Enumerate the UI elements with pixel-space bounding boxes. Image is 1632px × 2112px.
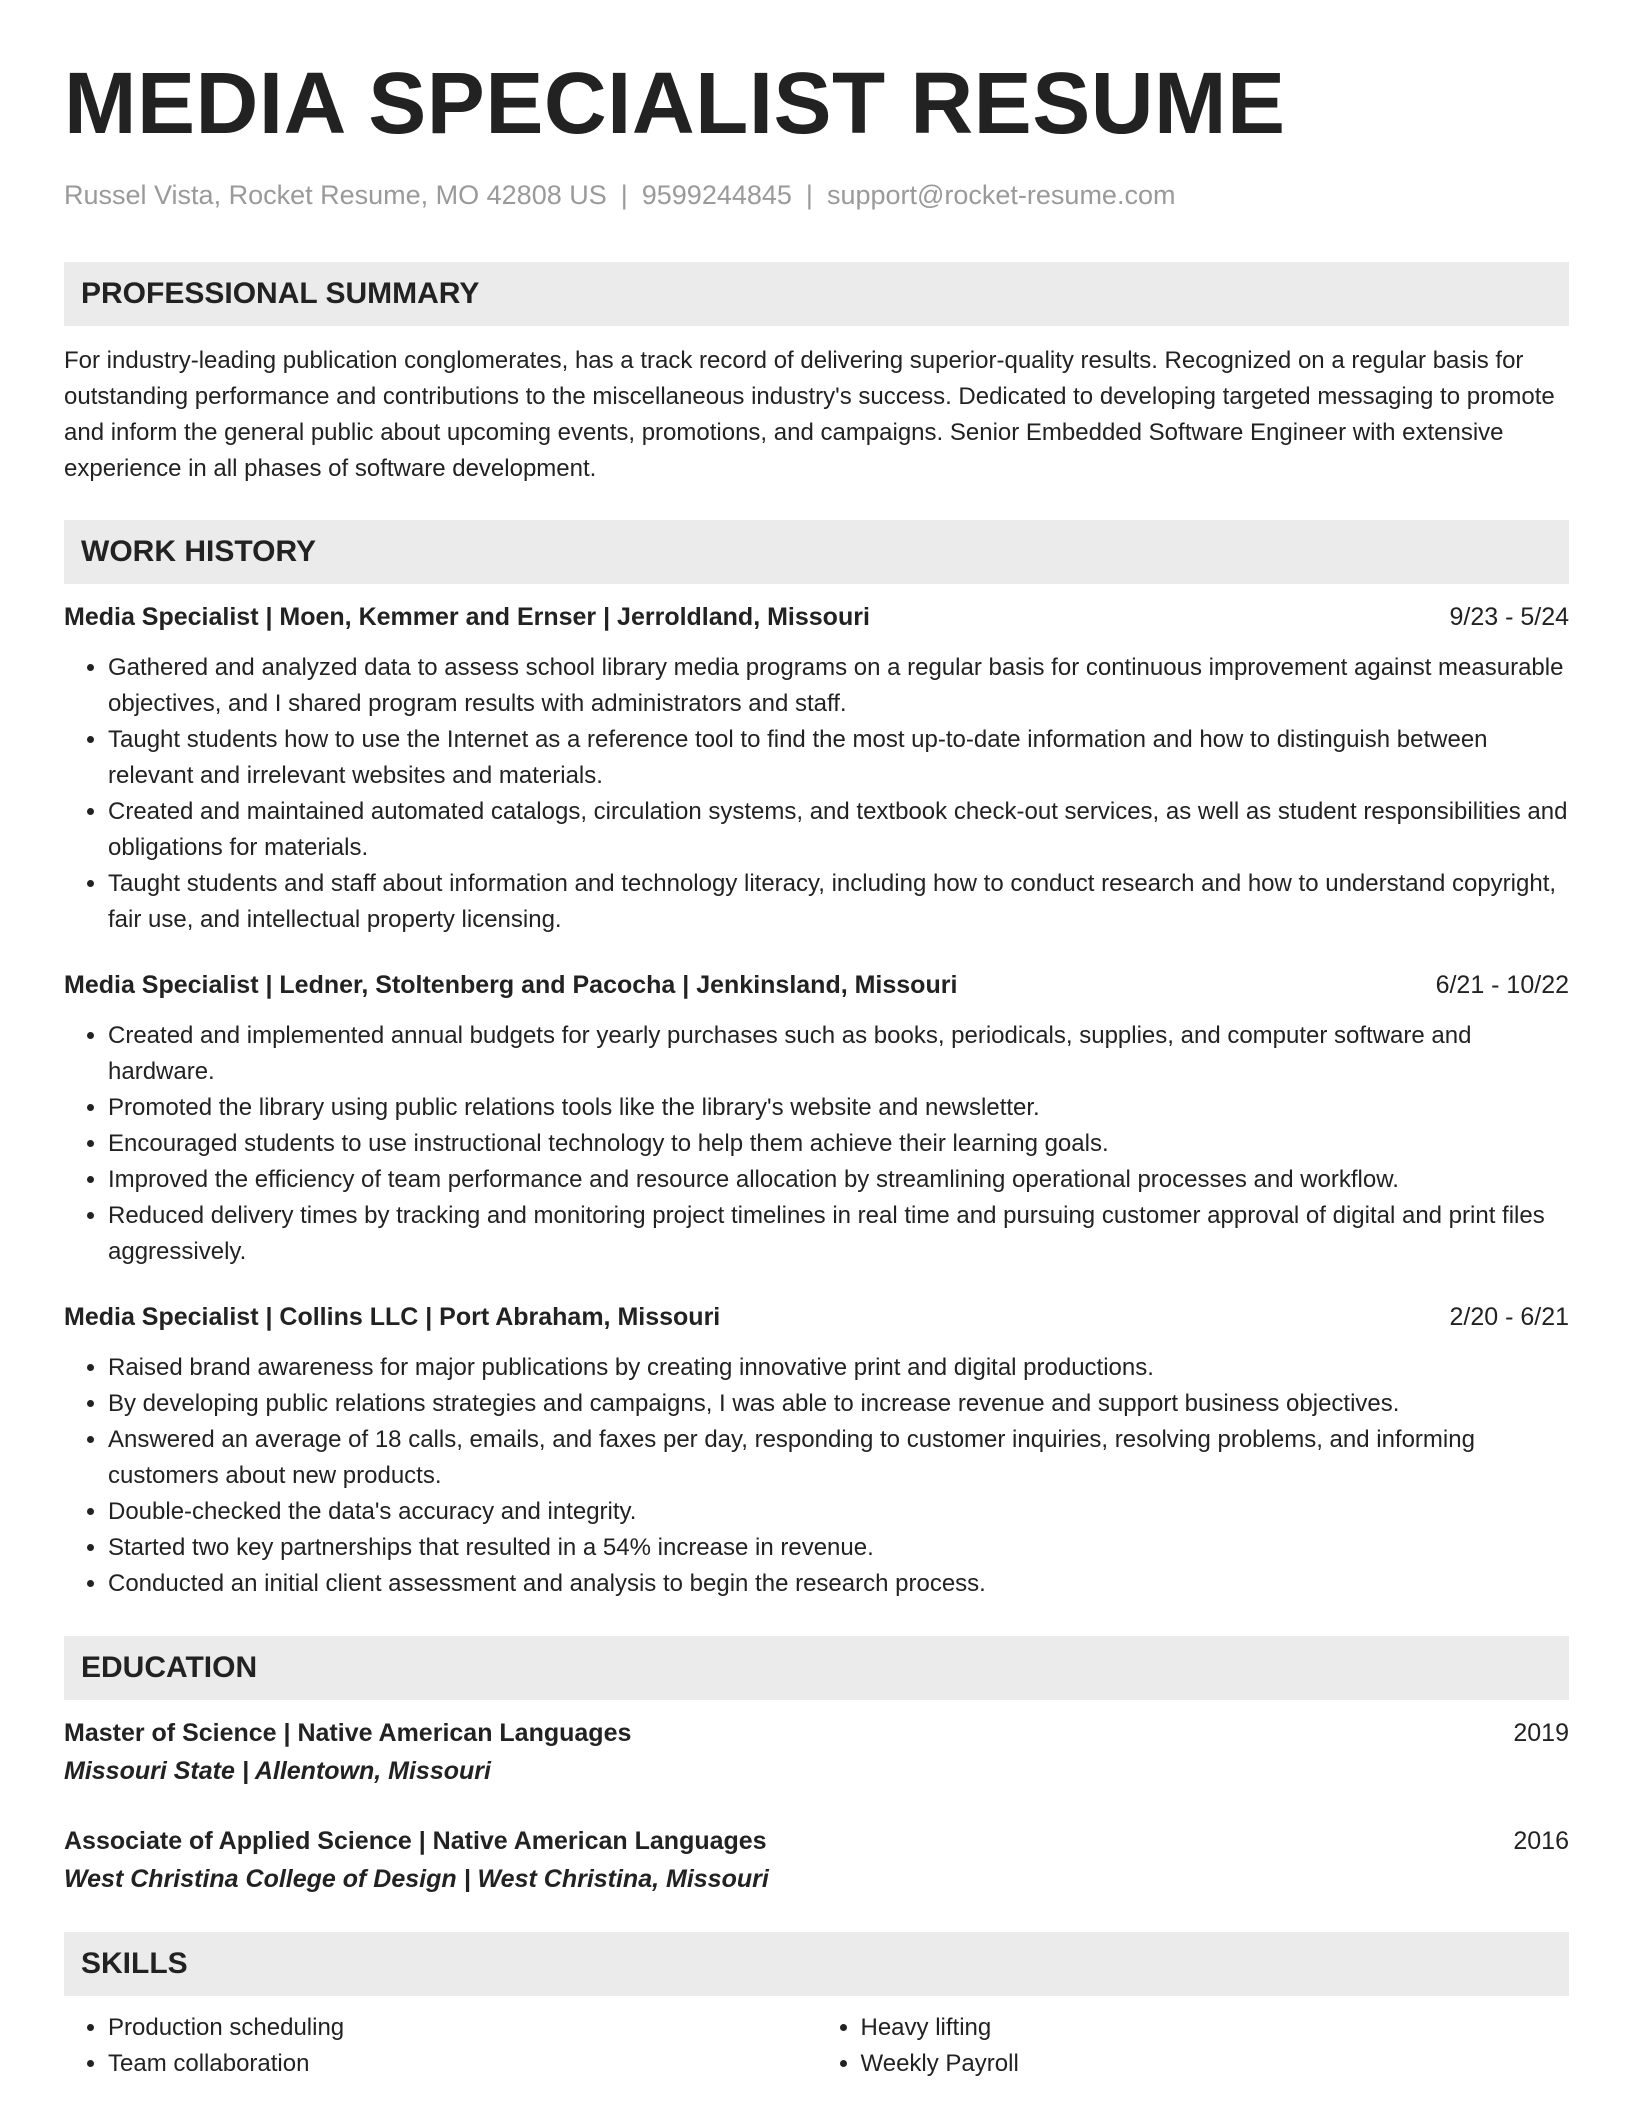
work-history-heading: WORK HISTORY bbox=[64, 520, 1569, 584]
job-header bbox=[64, 1300, 1569, 1334]
contact-separator: | bbox=[805, 180, 813, 210]
job-bullets bbox=[64, 650, 1569, 938]
education-entry bbox=[64, 1716, 1569, 1790]
job-bullet: • Taught students how to use the Internet as a reference tool to find the most up-to-date information and how to distinguish between relevant and irrelevant websites and materials. bbox=[108, 722, 1569, 794]
job-entry bbox=[64, 1300, 1569, 1602]
skills-column-left bbox=[64, 2010, 817, 2082]
education-section bbox=[64, 1636, 1569, 1898]
education-year: 2019 bbox=[1513, 1719, 1569, 1747]
job-bullet: • By developing public relations strategies and campaigns, I was able to increase revenue and support business objectives. bbox=[108, 1386, 1569, 1422]
education-heading: EDUCATION bbox=[64, 1636, 1569, 1700]
education-school: West Christina College of Design | West Christina, Missouri bbox=[64, 1865, 769, 1893]
job-bullets bbox=[64, 1350, 1569, 1602]
summary-heading: PROFESSIONAL SUMMARY bbox=[64, 262, 1569, 326]
skills-section bbox=[64, 1932, 1569, 2082]
job-bullet: • Conducted an initial client assessment and analysis to begin the research process. bbox=[108, 1566, 1569, 1602]
job-title: Media Specialist | Collins LLC | Port Abraham, Missouri bbox=[64, 1303, 721, 1331]
contact-address: Russel Vista, Rocket Resume, MO 42808 US bbox=[64, 180, 607, 210]
skill-item: • Production scheduling bbox=[108, 2010, 817, 2046]
summary-text: For industry-leading publication conglomerates, has a track record of delivering superior-quality results. Recognized on a regular basis for outstanding performance and contributions to the miscellaneous industry's success. Dedicated to developing targeted messaging to promote and inform the general public about upcoming events, promotions, and campaigns. Senior Embedded Software Engineer with extensive experience in all phases of software development. bbox=[64, 347, 1555, 482]
education-school: Missouri State | Allentown, Missouri bbox=[64, 1757, 491, 1785]
job-bullet: • Promoted the library using public relations tools like the library's website and newsletter. bbox=[108, 1090, 1569, 1126]
education-header bbox=[64, 1824, 1569, 1858]
skills-list bbox=[817, 2010, 1570, 2082]
work-history-section bbox=[64, 520, 1569, 1602]
job-bullet: • Raised brand awareness for major publications by creating innovative print and digital productions. bbox=[108, 1350, 1569, 1386]
job-title: Media Specialist | Ledner, Stoltenberg and Pacocha | Jenkinsland, Missouri bbox=[64, 971, 958, 999]
skill-item: • Team collaboration bbox=[108, 2046, 817, 2082]
job-bullet: • Answered an average of 18 calls, emails, and faxes per day, responding to customer inquiries, resolving problems, and informing customers about new products. bbox=[108, 1422, 1569, 1494]
contact-line bbox=[64, 178, 1569, 212]
education-entry bbox=[64, 1824, 1569, 1898]
education-degree: Associate of Applied Science | Native American Languages bbox=[64, 1827, 767, 1855]
job-bullet: • Double-checked the data's accuracy and integrity. bbox=[108, 1494, 1569, 1530]
job-entry bbox=[64, 600, 1569, 938]
job-dates: 2/20 - 6/21 bbox=[1449, 1303, 1569, 1331]
skills-list bbox=[64, 2010, 817, 2082]
contact-phone: 9599244845 bbox=[641, 180, 792, 210]
job-bullet: • Taught students and staff about information and technology literacy, including how to conduct research and how to understand copyright, fair use, and intellectual property licensing. bbox=[108, 866, 1569, 938]
education-header bbox=[64, 1716, 1569, 1750]
education-year: 2016 bbox=[1513, 1827, 1569, 1855]
skills-column-right bbox=[817, 2010, 1570, 2082]
job-bullet: • Improved the efficiency of team performance and resource allocation by streamlining operational processes and workflow. bbox=[108, 1162, 1569, 1198]
job-bullet: • Gathered and analyzed data to assess school library media programs on a regular basis for continuous improvement against measurable objectives, and I shared program results with administrators and staff. bbox=[108, 650, 1569, 722]
job-header bbox=[64, 968, 1569, 1002]
contact-separator: | bbox=[620, 180, 628, 210]
page-title: MEDIA SPECIALIST RESUME bbox=[64, 55, 1286, 152]
job-bullet: • Created and implemented annual budgets for yearly purchases such as books, periodicals, supplies, and computer software and hardware. bbox=[108, 1018, 1569, 1090]
skills-grid bbox=[64, 2010, 1569, 2082]
job-bullets bbox=[64, 1018, 1569, 1270]
job-entry bbox=[64, 968, 1569, 1270]
skill-item: • Heavy lifting bbox=[861, 2010, 1570, 2046]
job-bullet: • Reduced delivery times by tracking and monitoring project timelines in real time and pursuing customer approval of digital and print files aggressively. bbox=[108, 1198, 1569, 1270]
summary-section bbox=[64, 262, 1569, 487]
job-bullet: • Started two key partnerships that resulted in a 54% increase in revenue. bbox=[108, 1530, 1569, 1566]
job-dates: 9/23 - 5/24 bbox=[1449, 603, 1569, 631]
job-bullet: • Created and maintained automated catalogs, circulation systems, and textbook check-out services, as well as student responsibilities and obligations for materials. bbox=[108, 794, 1569, 866]
contact-email[interactable]: support@rocket-resume.com bbox=[826, 180, 1176, 210]
job-bullet: • Encouraged students to use instructional technology to help them achieve their learning goals. bbox=[108, 1126, 1569, 1162]
skill-item: • Weekly Payroll bbox=[861, 2046, 1570, 2082]
job-dates: 6/21 - 10/22 bbox=[1435, 971, 1569, 999]
skills-heading: SKILLS bbox=[64, 1932, 1569, 1996]
job-header bbox=[64, 600, 1569, 634]
education-degree: Master of Science | Native American Languages bbox=[64, 1719, 632, 1747]
job-title: Media Specialist | Moen, Kemmer and Ernser | Jerroldland, Missouri bbox=[64, 603, 870, 631]
